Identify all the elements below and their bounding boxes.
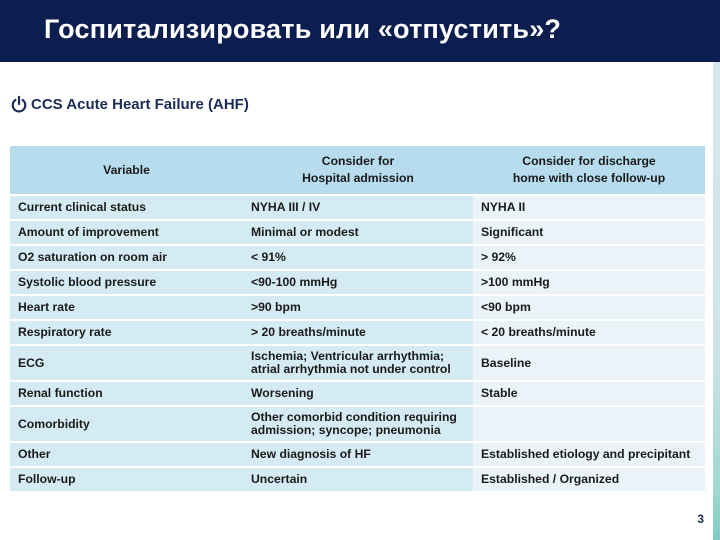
admission-cell: Minimal or modest bbox=[243, 221, 473, 244]
table-row bbox=[10, 196, 705, 219]
table-header-row bbox=[10, 146, 705, 194]
variable-cell: Systolic blood pressure bbox=[10, 271, 243, 294]
power-icon bbox=[10, 95, 28, 113]
heading-text: CCS Acute Heart Failure (AHF) bbox=[31, 95, 249, 113]
variable-cell: Current clinical status bbox=[10, 196, 243, 219]
table-row bbox=[10, 407, 705, 441]
variable-cell: Comorbidity bbox=[10, 407, 243, 441]
discharge-cell bbox=[473, 407, 705, 441]
admission-cell: Other comorbid condition requiring admission; syncope; pneumonia bbox=[243, 407, 473, 441]
discharge-cell: Established / Organized bbox=[473, 468, 705, 491]
table-row bbox=[10, 346, 705, 380]
table-row bbox=[10, 443, 705, 466]
discharge-cell: Established etiology and precipitant bbox=[473, 443, 705, 466]
discharge-cell: >100 mmHg bbox=[473, 271, 705, 294]
variable-cell: Amount of improvement bbox=[10, 221, 243, 244]
table-row bbox=[10, 321, 705, 344]
admission-cell: Ischemia; Ventricular arrhythmia; atrial arrhythmia not under control bbox=[243, 346, 473, 380]
admission-cell: NYHA III / IV bbox=[243, 196, 473, 219]
discharge-cell: <90 bpm bbox=[473, 296, 705, 319]
variable-cell: Other bbox=[10, 443, 243, 466]
section-heading bbox=[10, 94, 249, 114]
admission-cell: > 20 breaths/minute bbox=[243, 321, 473, 344]
column-header: Consider for discharge home with close follow-up bbox=[473, 146, 705, 194]
admission-cell: Worsening bbox=[243, 382, 473, 405]
table-row bbox=[10, 296, 705, 319]
variable-cell: O2 saturation on room air bbox=[10, 246, 243, 269]
title-bar bbox=[0, 0, 720, 62]
column-header: Consider for Hospital admission bbox=[243, 146, 473, 194]
column-header: Variable bbox=[10, 146, 243, 194]
discharge-cell: > 92% bbox=[473, 246, 705, 269]
variable-cell: Respiratory rate bbox=[10, 321, 243, 344]
page-number: 3 bbox=[697, 512, 704, 526]
admission-cell: New diagnosis of HF bbox=[243, 443, 473, 466]
admission-cell: Uncertain bbox=[243, 468, 473, 491]
table-body bbox=[10, 196, 705, 491]
table-row bbox=[10, 221, 705, 244]
ahf-criteria-table bbox=[10, 144, 705, 493]
table-row bbox=[10, 382, 705, 405]
variable-cell: Follow-up bbox=[10, 468, 243, 491]
decorative-strip bbox=[713, 62, 720, 540]
variable-cell: ECG bbox=[10, 346, 243, 380]
discharge-cell: Baseline bbox=[473, 346, 705, 380]
slide-title: Госпитализировать или «отпустить»? bbox=[44, 14, 562, 44]
discharge-cell: Stable bbox=[473, 382, 705, 405]
discharge-cell: < 20 breaths/minute bbox=[473, 321, 705, 344]
table-row bbox=[10, 468, 705, 491]
table-row bbox=[10, 271, 705, 294]
discharge-cell: NYHA II bbox=[473, 196, 705, 219]
admission-cell: < 91% bbox=[243, 246, 473, 269]
table-row bbox=[10, 246, 705, 269]
variable-cell: Heart rate bbox=[10, 296, 243, 319]
admission-cell: >90 bpm bbox=[243, 296, 473, 319]
discharge-cell: Significant bbox=[473, 221, 705, 244]
admission-cell: <90-100 mmHg bbox=[243, 271, 473, 294]
variable-cell: Renal function bbox=[10, 382, 243, 405]
